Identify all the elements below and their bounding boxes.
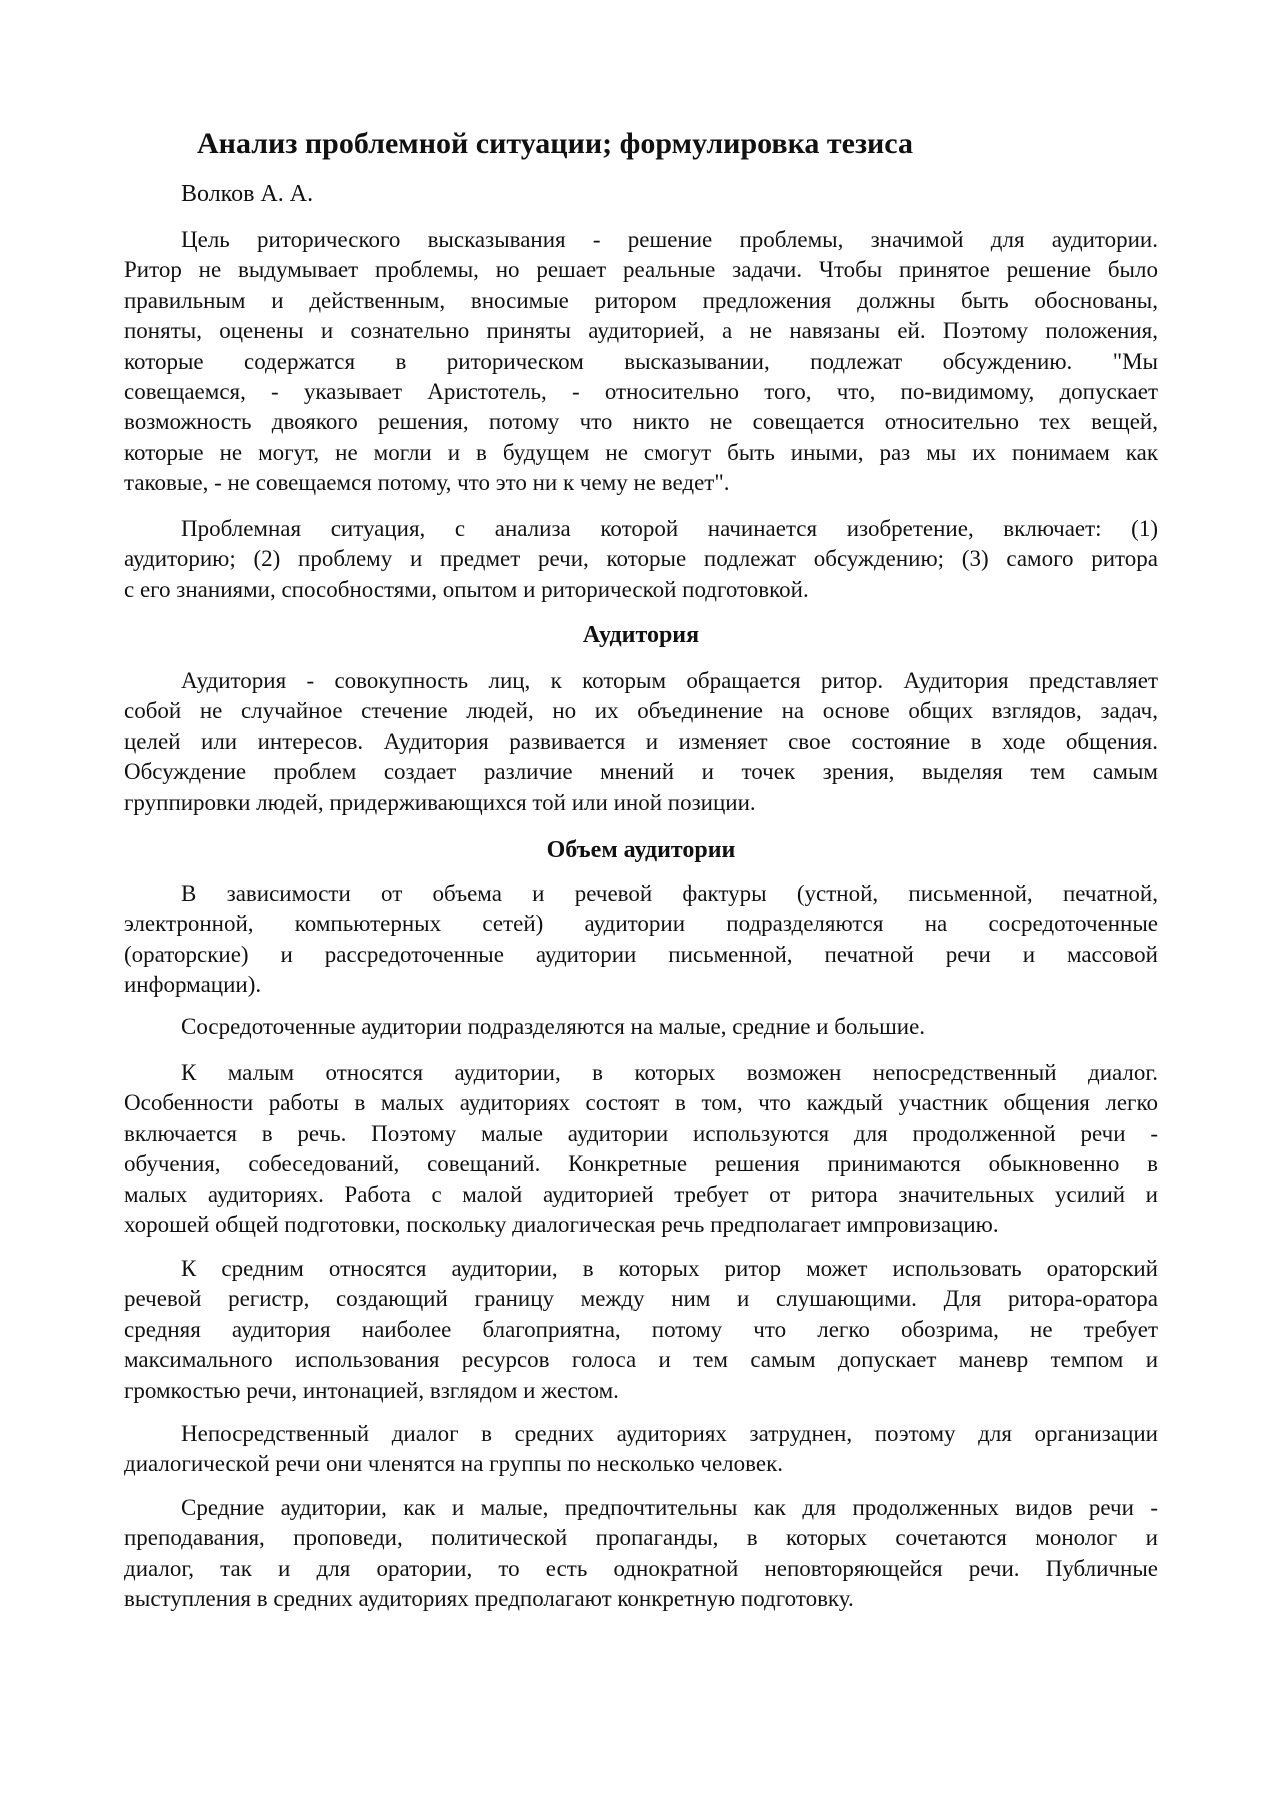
text-line: электронной, компьютерных сетей) аудитории подразделяются на сосредоточенные [124, 911, 1158, 937]
paragraph-goal [124, 225, 1158, 499]
heading-audience-volume: Объем аудитории [546, 837, 736, 863]
heading-audience: Аудитория [582, 622, 700, 648]
text-line: максимального использования ресурсов голоса и тем самым допускает маневр темпом и [124, 1347, 1158, 1373]
text-line: малых аудиториях. Работа с малой аудиторией требует от ритора значительных усилий и [124, 1181, 1158, 1207]
text-line: целей или интересов. Аудитория развивается и изменяет свое состояние в ходе общения. [124, 728, 1158, 754]
text-line: громкостью речи, интонацией, взглядом и жестом. [124, 1377, 619, 1403]
text-line: совещаемся, - указывает Аристотель, - относительно того, что, по-видимому, допускает [124, 378, 1158, 404]
text-line: речевой регистр, создающий границу между ним и слушающими. Для ритора-оратора [124, 1286, 1158, 1312]
paragraph-volume [124, 879, 1158, 1001]
text-line: диалог, так и для оратории, то есть однократной неповторяющейся речи. Публичные [124, 1555, 1158, 1581]
text-line: таковые, - не совещаемся потому, что это ни к чему не ведет". [124, 470, 730, 496]
text-line: которые содержатся в риторическом высказывании, подлежат обсуждению. "Мы [124, 348, 1158, 374]
document-title [0, 126, 1280, 162]
text-line: обучения, собеседований, совещаний. Конкретные решения принимаются обыкновенно в [124, 1151, 1158, 1177]
text-line: поняты, оценены и сознательно приняты аудиторией, а не навязаны ей. Поэтому положения, [124, 318, 1158, 344]
text-line: Ритор не выдумывает проблемы, но решает реальные задачи. Чтобы принятое решение было [124, 257, 1158, 283]
text-line: собой не случайное стечение людей, но их объединение на основе общих взглядов, задач, [124, 698, 1158, 724]
text-line: (ораторские) и рассредоточенные аудитории письменной, печатной речи и массовой [124, 941, 1158, 967]
text-line: Обсуждение проблем создает различие мнений и точек зрения, выделяя тем самым [124, 759, 1158, 785]
text-line: информации). [124, 972, 262, 998]
text-line: Аудитория - совокупность лиц, к которым обращается ритор. Аудитория представляет [181, 668, 1158, 693]
text-line: Средние аудитории, как и малые, предпочтительны как для продолженных видов речи - [181, 1495, 1158, 1520]
text-line: правильным и действенным, вносимые ритором предложения должны быть обоснованы, [124, 287, 1158, 313]
text-line: В зависимости от объема и речевой фактуры (устной, письменной, печатной, [181, 881, 1158, 906]
text-line: включается в речь. Поэтому малые аудитории используются для продолженной речи - [124, 1120, 1158, 1146]
text-line: Особенности работы в малых аудиториях состоят в том, что каждый участник общения легко [124, 1090, 1158, 1116]
author-name: Волков А. А. [181, 181, 314, 207]
paragraph-audience [124, 666, 1158, 818]
paragraph-concentrated [124, 1012, 1158, 1042]
text-line: хорошей общей подготовки, поскольку диалогическая речь предполагает импровизацию. [124, 1211, 999, 1237]
text-line: диалогической речи они членятся на группы по несколько человек. [124, 1451, 784, 1477]
text-line: с его знаниями, способностями, опытом и риторической подготовкой. [124, 576, 809, 602]
text-line: Проблемная ситуация, с анализа которой начинается изобретение, включает: (1) [181, 516, 1158, 541]
text-line: выступления в средних аудиториях предполагают конкретную подготовку. [124, 1586, 854, 1612]
paragraph-small [124, 1058, 1158, 1240]
text-line: Сосредоточенные аудитории подразделяются на малые, средние и большие. [181, 1014, 926, 1039]
text-line: Цель риторического высказывания - решение проблемы, значимой для аудитории. [181, 227, 1158, 252]
text-line: преподавания, проповеди, политической пропаганды, в которых сочетаются монолог и [124, 1525, 1158, 1551]
text-line: возможность двоякого решения, потому что никто не совещается относительно тех вещей, [124, 409, 1158, 435]
text-line: К средним относятся аудитории, в которых ритор может использовать ораторский [181, 1256, 1158, 1281]
text-line: группировки людей, придерживающихся той или иной позиции. [124, 789, 756, 815]
paragraph-medium [124, 1254, 1158, 1406]
document-title-text: Анализ проблемной ситуации; формулировка тезиса [197, 127, 913, 160]
text-line: К малым относятся аудитории, в которых возможен непосредственный диалог. [181, 1060, 1158, 1085]
text-line: аудиторию; (2) проблему и предмет речи, которые подлежат обсуждению; (3) самого ритора [124, 546, 1158, 572]
paragraph-medium-uses [124, 1493, 1158, 1615]
text-line: Непосредственный диалог в средних аудиториях затруднен, поэтому для организации [181, 1421, 1158, 1446]
paragraph-dialog [124, 1419, 1158, 1480]
text-line: которые не могут, не могли и в будущем не смогут быть иными, раз мы их понимаем как [124, 439, 1158, 465]
text-line: средняя аудитория наиболее благоприятна, потому что легко обозрима, не требует [124, 1316, 1158, 1342]
paragraph-problem-situation [124, 514, 1158, 605]
